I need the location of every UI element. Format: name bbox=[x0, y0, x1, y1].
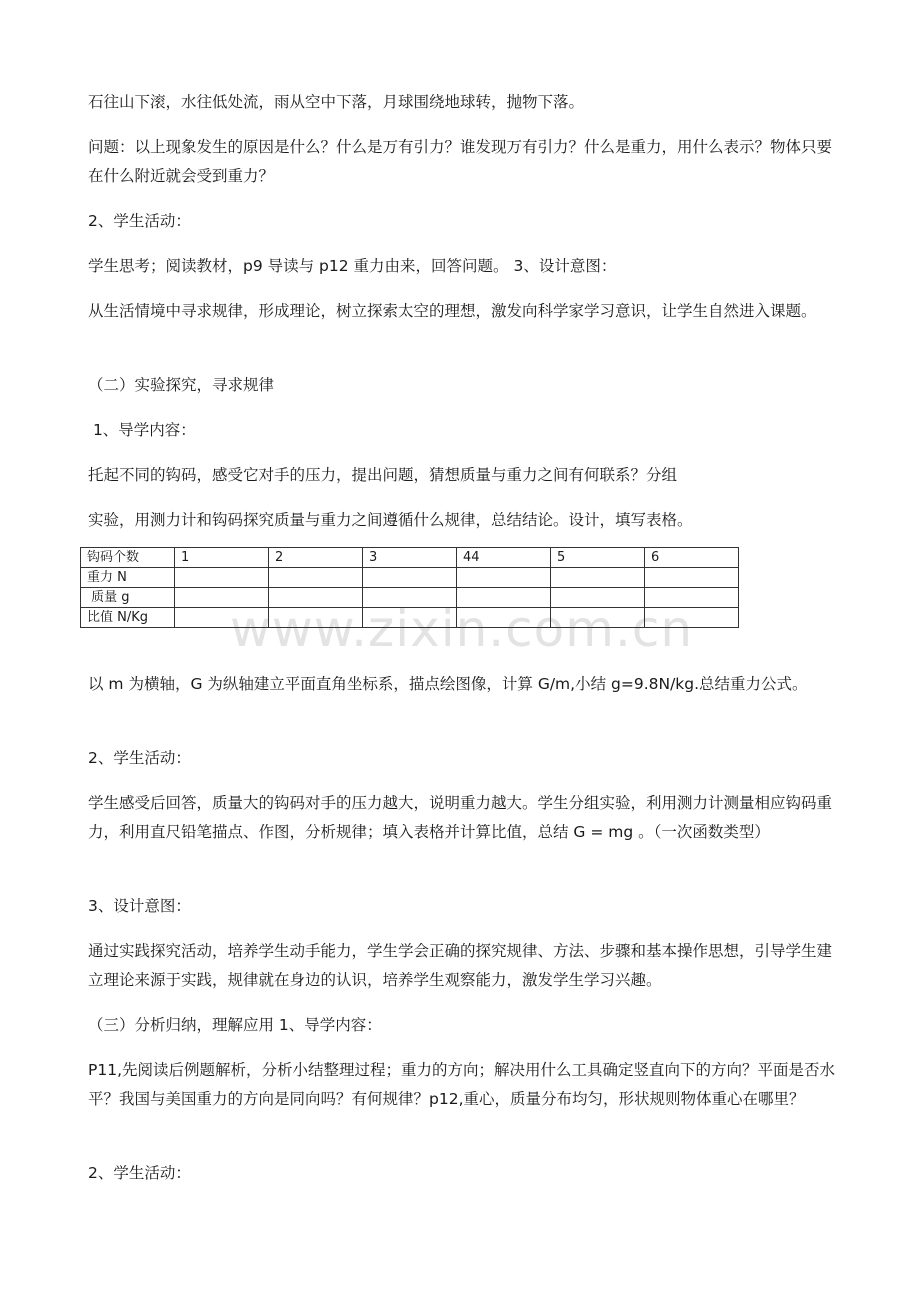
paragraph-experiment: 实验，用测力计和钩码探究质量与重力之间遵循什么规律，总结结论。设计，填写表格。 bbox=[88, 511, 693, 529]
paragraph-student-answers: 学生感受后回答，质量大的钩码对手的压力越大，说明重力越大。学生分组实验，利用测力计测量相应钩码重力，利用直尺铅笔描点、作图，分析规律；填入表格并计算比值，总结 G = mg 。（一次函数类型） bbox=[88, 794, 833, 841]
paragraph-student-activity-2: 2、学生活动： bbox=[88, 749, 191, 767]
data-table bbox=[80, 547, 739, 628]
paragraph-guide-content-1: 1、导学内容： bbox=[88, 421, 196, 439]
table-cell bbox=[363, 608, 457, 628]
paragraph-design-intent-1: 从生活情境中寻求规律，形成理论，树立探索太空的理想，激发向科学家学习意识，让学生自然进入课题。 bbox=[88, 302, 817, 320]
table-cell bbox=[363, 568, 457, 588]
paragraph-design-intent-3: 3、设计意图： bbox=[88, 897, 191, 915]
table-cell bbox=[551, 608, 645, 628]
table-cell: 重力 N bbox=[81, 568, 175, 588]
paragraph-p11-reading: P11,先阅读后例题解析，分析小结整理过程；重力的方向；解决用什么工具确定竖直向下的方向？平面是否水平？我国与美国重力的方向是同向吗？有何规律？p12,重心，质量分布均匀，形状规则物体重心在哪里？ bbox=[88, 1061, 836, 1108]
table-cell bbox=[269, 568, 363, 588]
table-row bbox=[81, 608, 739, 628]
section-heading-experiment: （二）实验探究，寻求规律 bbox=[88, 376, 275, 394]
table-cell: 44 bbox=[457, 548, 551, 568]
table-cell bbox=[457, 568, 551, 588]
paragraph-lift-hooks: 托起不同的钩码，感受它对手的压力，提出问题，猜想质量与重力之间有何联系？分组 bbox=[88, 466, 678, 484]
table-cell bbox=[175, 608, 269, 628]
table-cell bbox=[551, 568, 645, 588]
table-cell bbox=[457, 608, 551, 628]
watermark: www.zixin.com.cn bbox=[230, 600, 694, 658]
table-cell: 3 bbox=[363, 548, 457, 568]
table-row bbox=[81, 548, 739, 568]
table-cell bbox=[457, 588, 551, 608]
table-cell bbox=[645, 608, 739, 628]
table-row bbox=[81, 568, 739, 588]
table-cell bbox=[363, 588, 457, 608]
table-cell: 比值 N/Kg bbox=[81, 608, 175, 628]
table-cell: 6 bbox=[645, 548, 739, 568]
paragraph-questions: 问题：以上现象发生的原因是什么？什么是万有引力？谁发现万有引力？什么是重力，用什么表示？物体只要在什么附近就会受到重力？ bbox=[88, 138, 833, 185]
paragraph-student-activity-3: 2、学生活动： bbox=[88, 1164, 191, 1182]
table-cell bbox=[551, 588, 645, 608]
paragraph-practice-activity: 通过实践探究活动，培养学生动手能力，学生学会正确的探究规律、方法、步骤和基本操作思想，引导学生建立理论来源于实践，规律就在身边的认识，培养学生观察能力，激发学生学习兴趣。 bbox=[88, 942, 833, 989]
paragraph-student-thinking: 学生思考；阅读教材，p9 导读与 p12 重力由来，回答问题。 3、设计意图： bbox=[88, 257, 617, 275]
table-cell: 质量 g bbox=[81, 588, 175, 608]
table-cell bbox=[645, 588, 739, 608]
section-heading-analysis: （三）分析归纳，理解应用 1、导学内容： bbox=[88, 1016, 382, 1034]
table-cell: 钩码个数 bbox=[81, 548, 175, 568]
table-cell bbox=[269, 608, 363, 628]
paragraph-student-activity-1: 2、学生活动： bbox=[88, 212, 191, 230]
table-cell bbox=[645, 568, 739, 588]
table-row bbox=[81, 588, 739, 608]
paragraph-phenomena: 石往山下滚，水往低处流，雨从空中下落，月球围绕地球转，抛物下落。 bbox=[88, 93, 585, 111]
table-cell bbox=[175, 588, 269, 608]
table-cell: 5 bbox=[551, 548, 645, 568]
table-cell bbox=[175, 568, 269, 588]
paragraph-coordinate-system: 以 m 为横轴，G 为纵轴建立平面直角坐标系，描点绘图像，计算 G/m,小结 g=9.8N/kg.总结重力公式。 bbox=[88, 675, 808, 693]
table-cell: 2 bbox=[269, 548, 363, 568]
table-cell bbox=[269, 588, 363, 608]
table-cell: 1 bbox=[175, 548, 269, 568]
